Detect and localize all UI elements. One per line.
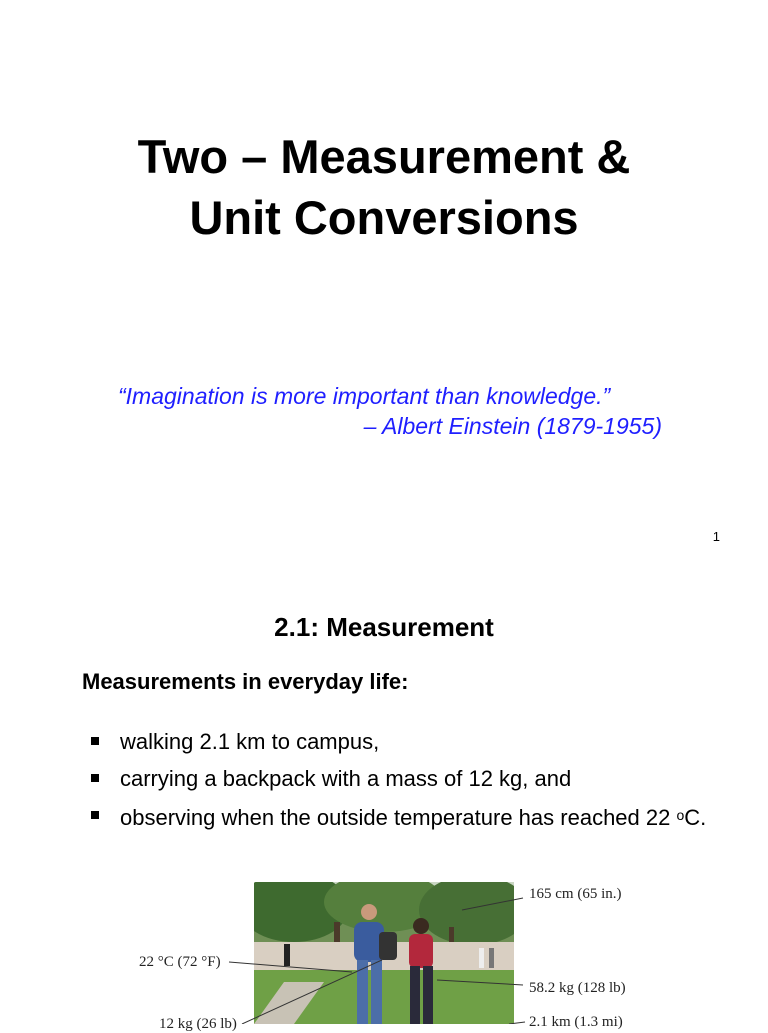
- measurement-slide: [0, 576, 768, 1032]
- temperature-label: 22 °C (72 °F): [139, 954, 221, 970]
- page-number: 1: [712, 529, 720, 544]
- bullet-text: walking 2.1 km to campus,: [120, 729, 380, 754]
- quote-text: “Imagination is more important than knowledge.”: [118, 383, 611, 409]
- quote-author: – Albert Einstein (1879-1955): [363, 413, 662, 439]
- slide-title-line1: Two – Measurement &: [137, 130, 631, 183]
- bullet-text: carrying a backpack with a mass of 12 kg, and: [120, 766, 572, 791]
- section-heading: 2.1: Measurement: [274, 612, 494, 642]
- list-item: [91, 800, 741, 833]
- slide-title-line2: Unit Conversions: [189, 191, 579, 244]
- mass-label: 58.2 kg (128 lb): [529, 980, 626, 996]
- backpack-label: 12 kg (26 lb): [159, 1016, 237, 1032]
- list-item: [91, 726, 741, 757]
- distance-label: 2.1 km (1.3 mi): [529, 1014, 623, 1030]
- bullet-text-unit: C.: [684, 805, 707, 830]
- list-item: [91, 763, 741, 794]
- bullet-text: observing when the outside temperature has reached 22: [120, 805, 671, 830]
- slide-title: [0, 126, 768, 248]
- subheading: Measurements in everyday life:: [82, 669, 409, 694]
- bullet-list: [91, 726, 741, 839]
- degree-symbol: o: [676, 807, 685, 823]
- measurement-figure: [137, 880, 657, 1032]
- height-label: 165 cm (65 in.): [529, 886, 622, 902]
